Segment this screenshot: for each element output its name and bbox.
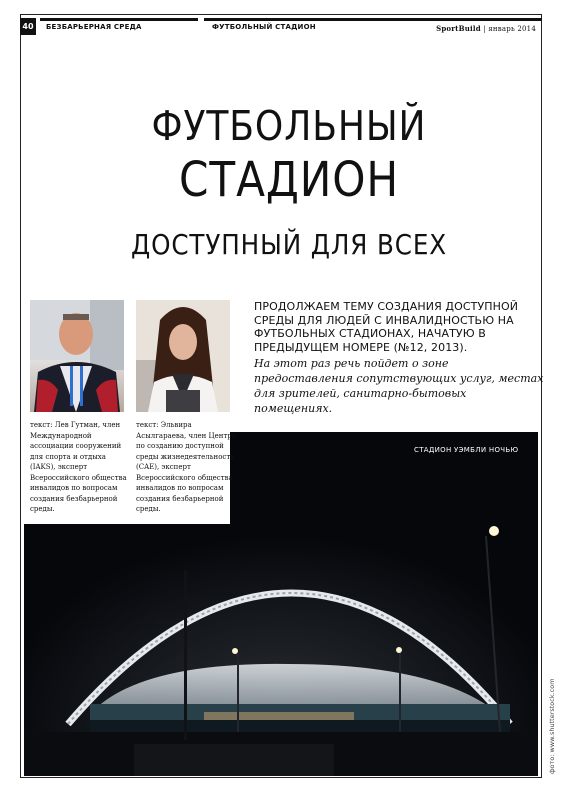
- section-name: БЕЗБАРЬЕРНАЯ СРЕДА: [40, 18, 198, 35]
- lead-subtitle: На этот раз речь пойдет о зоне предоставления сопутствующих услуг, местах для зрителей, санитарно-бытовых помещениях.: [254, 357, 544, 415]
- topic-label: ФУТБОЛЬНЫЙ СТАДИОН: [212, 23, 316, 31]
- lead-paragraph: ПРОДОЛЖАЕМ ТЕМУ СОЗДАНИЯ ДОСТУПНОЙ СРЕДЫ ДЛЯ ЛЮДЕЙ С ИНВАЛИДНОСТЬЮ НА ФУТБОЛЬНЫХ СТАДИОНАХ, НАЧАТУЮ В ПРЕДЫДУЩЕМ НОМЕРЕ (№12, 2013).: [254, 300, 519, 354]
- author-caption-gutman: текст: Лев Гутман, член Международной ассоциации сооружений для спорта и отдыха (IAKS), эксперт Всероссийского общества инвалидов по вопросам создания безбарьерной среды.: [30, 421, 127, 513]
- author-photo-gutman: [30, 300, 124, 412]
- headline-line-3: ДОСТУПНЫЙ ДЛЯ ВСЕХ: [130, 228, 448, 261]
- magazine-name: SportBuild: [436, 24, 481, 33]
- author-photo-asylgaraeva: [136, 300, 230, 412]
- photo-label: СТАДИОН УЭМБЛИ НОЧЬЮ: [414, 446, 519, 454]
- topic-name: [204, 18, 542, 35]
- photo-credit: фото: www.shutterstock.com: [548, 678, 556, 774]
- headline-line-1: ФУТБОЛЬНЫЙ: [151, 102, 427, 150]
- page-number: 40: [20, 18, 36, 35]
- headline-line-2: СТАДИОН: [179, 152, 399, 208]
- author-caption-asylgaraeva: текст: Эльвира Асылгараева, член Центра по созданию доступной среды жизнедеятельности (CAE), эксперт Всероссийского общества инвалидов по вопросам создания безбарьерной среды.: [136, 421, 236, 513]
- magazine-issue: SportBuild | январь 2014: [436, 24, 536, 33]
- issue-date: январь 2014: [488, 25, 536, 33]
- running-header: [20, 18, 542, 35]
